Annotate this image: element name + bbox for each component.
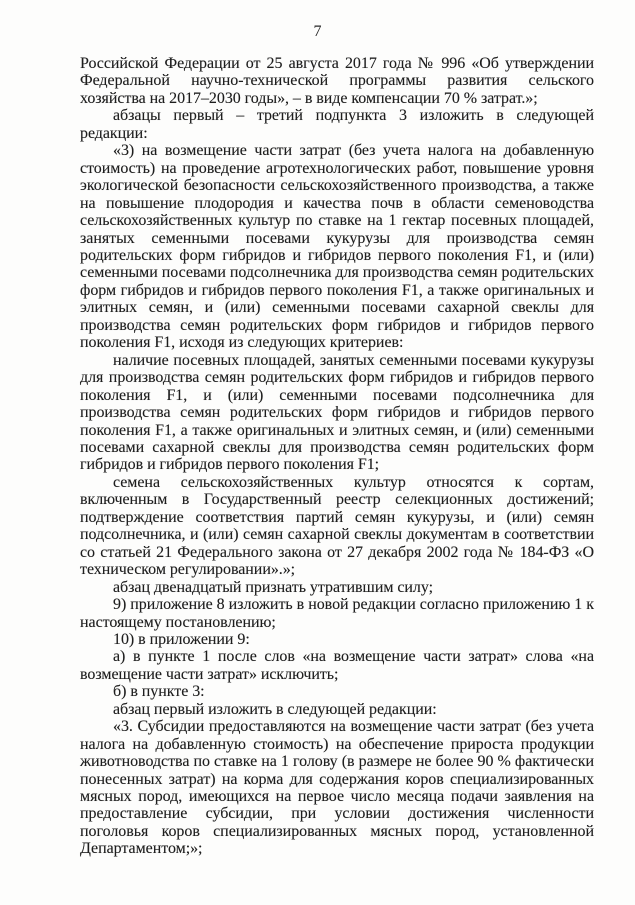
paragraph: 9) приложение 8 изложить в новой редакции согласно приложению 1 к настоящему постановлению;	[80, 596, 594, 631]
paragraph: наличие посевных площадей, занятых семенными посевами кукурузы для производства семян родительских форм гибридов и гибридов первого поколения F1, и (или) семенными посевами подсолнечника для производства семян родительских форм гибридов и гибридов первого поколения F1, а также оригинальных и элитных семян, и (или) семенными посевами сахарной свеклы для производства семян родительских форм гибридов и гибридов первого поколения F1;	[80, 351, 594, 474]
paragraph: 10) в приложении 9:	[113, 630, 250, 648]
page-number: 7	[313, 23, 322, 40]
paragraph: «3. Субсидии предоставляются на возмещение части затрат (без учета налога на добавленную стоимость) на обеспечение прироста продукции животноводства по ставке на 1 голову (в размере не более 90 % фактически понесенных затрат) на корма для содержания коров специализированных мясных пород, имеющихся на первое число месяца подачи заявления на предоставление субсидии, при условии достижения численности поголовья коров специализированных мясных пород, установленной Департаментом;»;	[80, 718, 594, 858]
paragraph: абзац двенадцатый признать утратившим силу;	[113, 578, 433, 596]
paragraph: семена сельскохозяйственных культур относятся к сортам, включенным в Государственный реестр селекционных достижений; подтверждение соответствия партий семян кукурузы, и (или) семян подсолнечника, и (или) семян сахарной свеклы документам в соответствии со статьей 21 Федерального закона от 27 декабря 2002 года № 184-ФЗ «О техническом регулировании».»;	[80, 473, 594, 579]
paragraph: абзацы первый – третий подпункта 3 изложить в следующей редакции:	[80, 107, 594, 142]
paragraph: «3) на возмещение части затрат (без учета налога на добавленную стоимость) на проведение агротехнологических работ, повышение уровня экологической безопасности сельскохозяйственного производства, а также на повышение плодородия и качества почв в области семеноводства сельскохозяйственных культур по ставке на 1 гектар посевных площадей, занятых семенными посевами кукурузы для производства семян родительских форм гибридов и гибридов первого поколения F1, и (или) семенными посевами подсолнечника для производства семян родительских форм гибридов и гибридов первого поколения F1, а также оригинальных и элитных семян, и (или) семенными посевами сахарной свеклы для производства семян родительских форм гибридов и гибридов первого поколения F1, исходя из следующих критериев:	[80, 142, 594, 352]
document-body	[80, 55, 594, 858]
paragraph: а) в пункте 1 после слов «на возмещение части затрат» слова «на возмещение части затрат» исключить;	[80, 648, 594, 683]
paragraph: б) в пункте 3:	[113, 683, 205, 701]
paragraph: абзац первый изложить в следующей редакции:	[113, 700, 437, 718]
paragraph: Российской Федерации от 25 августа 2017 года № 996 «Об утверждении Федеральной научно-технической программы развития сельского хозяйства на 2017–2030 годы», – в виде компенсации 70 % затрат.»;	[80, 55, 594, 107]
